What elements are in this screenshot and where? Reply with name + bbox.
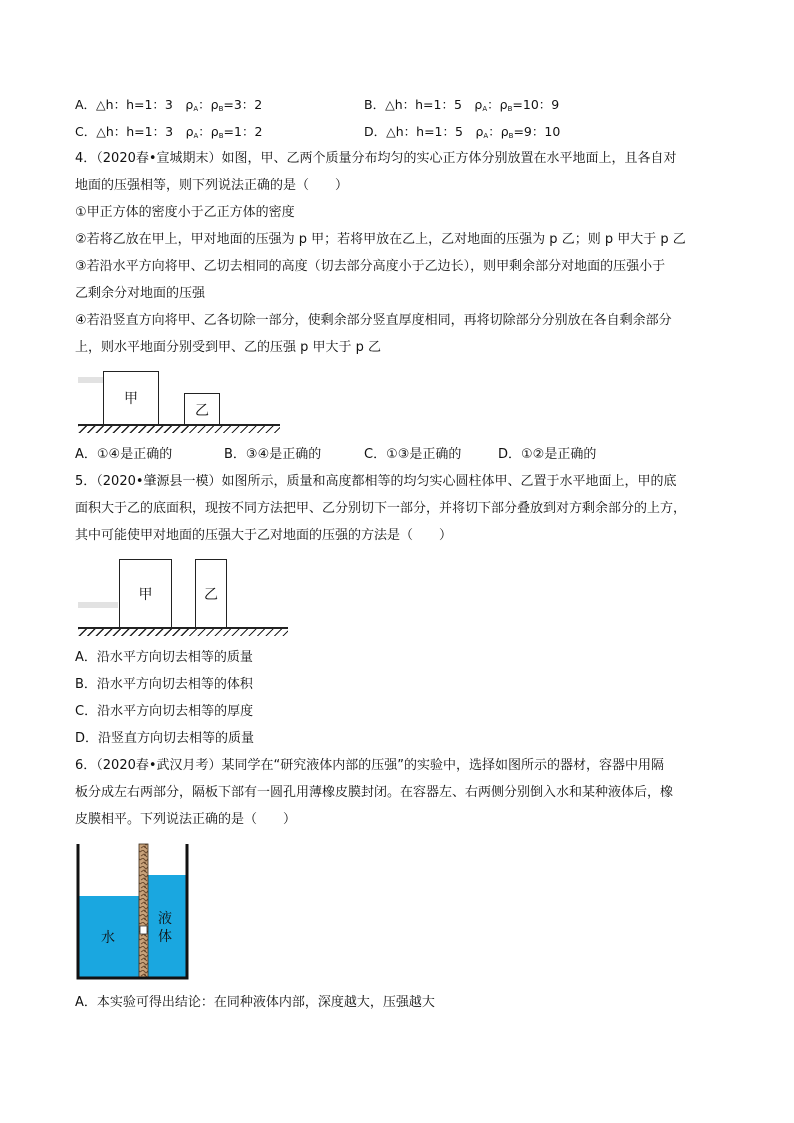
q5-option-b: B．沿水平方向切去相等的体积	[75, 677, 253, 692]
q5-stem-line-3: 其中可能使甲对地面的压强大于乙对地面的压强的方法是（ ）	[75, 528, 453, 543]
q5-option-a: A．沿水平方向切去相等的质量	[75, 650, 253, 665]
q4-option-a: A．①④是正确的	[75, 447, 173, 462]
sub-b: B	[507, 105, 513, 113]
q6-stem-line-2: 板分成左右两部分，隔板下部有一圆孔用薄橡皮膜封闭。在容器左、右两侧分别倒入水和某种液体后，橡	[75, 785, 674, 800]
q6-container-figure	[76, 842, 190, 980]
q4-label-jia: 甲	[124, 391, 138, 407]
q4-stem-line-1: 4．（2020春•宣城期末）如图，甲、乙两个质量分布均匀的实心正方体分别放置在水平地面上，且各自对	[75, 151, 677, 166]
q4-option-d: D．①②是正确的	[498, 447, 597, 462]
q6-stem-line-3: 皮膜相平。下列说法正确的是（ ）	[75, 812, 297, 827]
sub-a: A	[193, 105, 199, 113]
q5-stem-line-2: 面积大于乙的底面积，现按不同方法把甲、乙分别切下一部分，并将切下部分叠放到对方剩余部分的上方，	[75, 501, 687, 516]
sub-a: A	[483, 132, 489, 140]
q6-label-liquid-2: 体	[158, 929, 172, 945]
q4-statement-4a: ④若沿竖直方向将甲、乙各切除一部分，使剩余部分竖直厚度相同，再将切除部分分别放在各自剩余部分	[75, 313, 672, 328]
sub-a: A	[193, 132, 199, 140]
q5-option-d: D．沿竖直方向切去相等的质量	[75, 731, 255, 746]
q6-label-liquid-1: 液	[158, 911, 172, 927]
q3-option-d-pre: D．△h：h=1：5 ρ	[364, 124, 484, 139]
q3-option-a-pre: A．△h：h=1：3 ρ	[75, 97, 194, 112]
q3-option-c-pre: C．△h：h=1：3 ρ	[75, 124, 194, 139]
q4-statement-2: ②若将乙放在甲上，甲对地面的压强为 p 甲；若将甲放在乙上，乙对地面的压强为 p 乙；则 p 甲大于 p 乙	[75, 232, 686, 247]
q3-option-c-mid: ：ρ	[198, 124, 219, 139]
q5-stem-line-1: 5．（2020•肇源县一模）如图所示，质量和高度都相等的均匀实心圆柱体甲、乙置于水平地面上，甲的底	[75, 474, 677, 489]
sub-b: B	[218, 132, 224, 140]
sub-b: B	[218, 105, 224, 113]
q3-option-d	[364, 124, 560, 144]
q4-stem-line-2: 地面的压强相等，则下列说法正确的是（ ）	[75, 178, 349, 193]
q4-statement-4b: 上，则水平地面分别受到甲、乙的压强 p 甲大于 p 乙	[75, 340, 382, 355]
q3-option-d-post: =9：10	[513, 124, 561, 139]
sub-a: A	[482, 105, 488, 113]
q3-option-a-mid: ：ρ	[198, 97, 219, 112]
q5-cylinder-yi	[195, 559, 227, 629]
q5-ground-hatch	[78, 628, 288, 636]
q6-option-a: A．本实验可得出结论：在同种液体内部，深度越大，压强越大	[75, 995, 435, 1010]
q4-statement-1: ①甲正方体的密度小于乙正方体的密度	[75, 205, 295, 220]
q3-option-b-mid: ：ρ	[487, 97, 508, 112]
q6-label-water: 水	[101, 930, 115, 946]
q4-option-b: B．③④是正确的	[224, 447, 322, 462]
q6-partition	[139, 844, 148, 978]
q3-option-b-pre: B．△h：h=1：5 ρ	[364, 97, 483, 112]
q5-option-c: C．沿水平方向切去相等的厚度	[75, 704, 254, 719]
q3-option-b-post: =10：9	[512, 97, 560, 112]
q6-stem-line-1: 6．（2020春•武汉月考）某同学在“研究液体内部的压强”的实验中，选择如图所示的器材，容器中用隔	[75, 758, 664, 773]
q5-label-jia: 甲	[138, 587, 153, 603]
q4-option-c: C．①③是正确的	[364, 447, 462, 462]
q5-cylinder-jia	[119, 559, 172, 629]
q4-cube-jia	[103, 371, 159, 425]
q5-label-yi: 乙	[204, 587, 218, 603]
q5-figure-faint-mark	[78, 602, 118, 608]
q3-option-a	[75, 97, 262, 117]
q4-statement-3b: 乙剩余分对地面的压强	[75, 286, 206, 301]
q3-option-b	[364, 97, 559, 117]
q6-membrane	[140, 926, 147, 934]
q4-label-yi: 乙	[195, 402, 209, 419]
q4-statement-3a: ③若沿水平方向将甲、乙切去相同的高度（切去部分高度小于乙边长），则甲剩余部分对地面的压强小于	[75, 259, 666, 274]
sub-b: B	[508, 132, 514, 140]
q3-option-c-post: =1：2	[223, 124, 263, 139]
q3-option-a-post: =3：2	[223, 97, 263, 112]
q3-option-c	[75, 124, 262, 144]
q4-ground-hatch	[78, 425, 280, 433]
q3-option-d-mid: ：ρ	[488, 124, 509, 139]
q4-cube-yi	[184, 393, 220, 426]
